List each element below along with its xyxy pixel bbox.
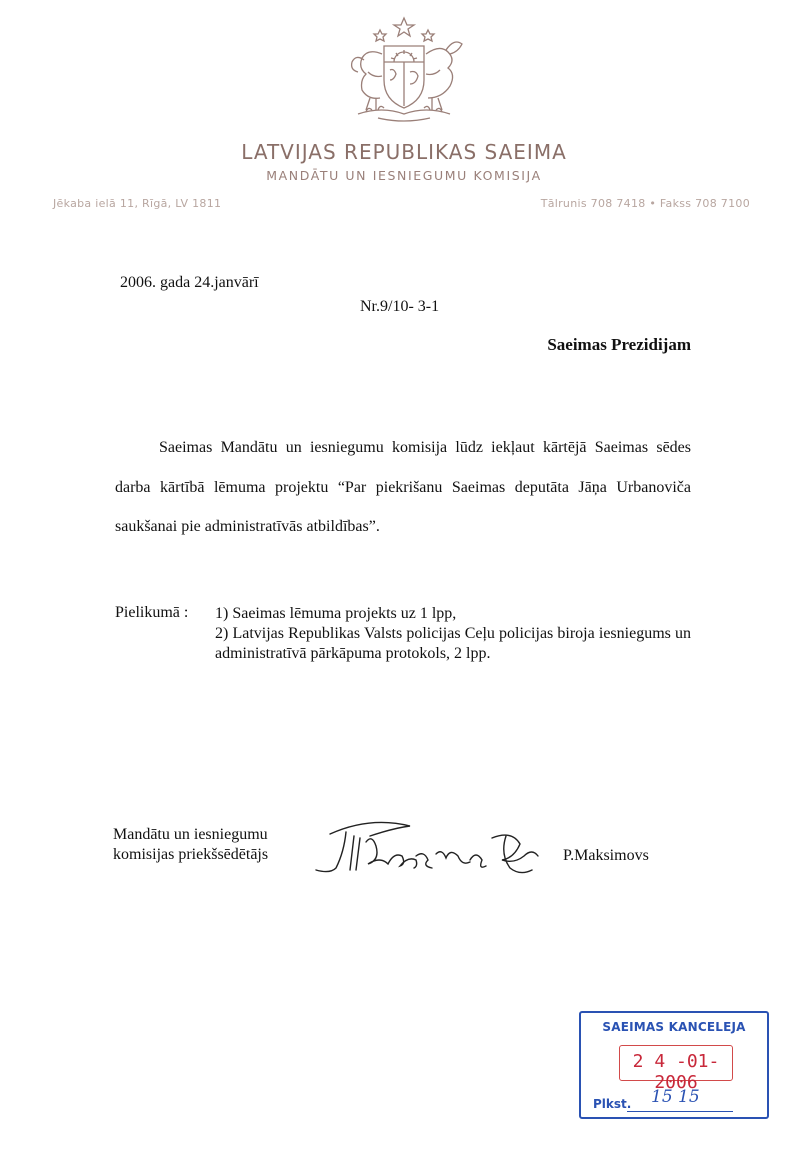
- letter-date: 2006. gada 24.janvārī: [120, 274, 259, 291]
- body-paragraph: Saeimas Mandātu un iesniegumu komisija lūdz iekļaut kārtējā Saeimas sēdes darba kārtībā lēmuma projektu “Par piekrišanu Saeimas deputāta Jāņa Urbanoviča saukšanai pie administratīvās atbildības”.: [115, 439, 691, 535]
- attachment-item: 1) Saeimas lēmuma projekts uz 1 lpp,: [215, 605, 457, 622]
- attachment-item: 2) Latvijas Republikas Valsts policijas Ceļu policijas biroja iesniegums un administratīvā pārkāpuma protokols, 2 lpp.: [215, 625, 691, 662]
- stamp-date-box: [619, 1045, 733, 1093]
- signatory-role: [113, 825, 268, 865]
- registration-stamp: [579, 1011, 769, 1119]
- stamp-title: SAEIMAS KANCELEJA: [602, 1020, 746, 1034]
- letterhead-subtitle: MANDĀTU UN IESNIEGUMU KOMISIJA: [266, 168, 542, 183]
- attachments-label: Pielikumā :: [115, 604, 189, 621]
- document-number: Nr.9/10- 3-1: [360, 298, 440, 315]
- signatory-role-line: Mandātu un iesniegumu: [113, 826, 268, 843]
- signatory-role-line: komisijas priekšsēdētājs: [113, 846, 269, 863]
- letterhead-title: LATVIJAS REPUBLIKAS SAEIMA: [241, 140, 567, 164]
- stamp-registration-label: Plkst.: [593, 1097, 632, 1111]
- letterhead-address: Jēkaba ielā 11, Rīgā, LV 1811: [53, 197, 222, 210]
- coat-of-arms-icon: [338, 14, 470, 126]
- attachments-list: [215, 604, 691, 664]
- handwritten-signature-icon: [310, 812, 545, 884]
- stamp-date: 2 4 -01- 2006: [632, 1051, 720, 1093]
- recipient: Saeimas Prezidijam: [547, 335, 691, 354]
- stamp-registration-line: [627, 1111, 733, 1112]
- signatory-name: P.Maksimovs: [563, 847, 649, 864]
- stamp-registration-number: 15 15: [651, 1087, 700, 1107]
- letterhead-contacts: Tālrunis 708 7418 • Fakss 708 7100: [540, 197, 750, 210]
